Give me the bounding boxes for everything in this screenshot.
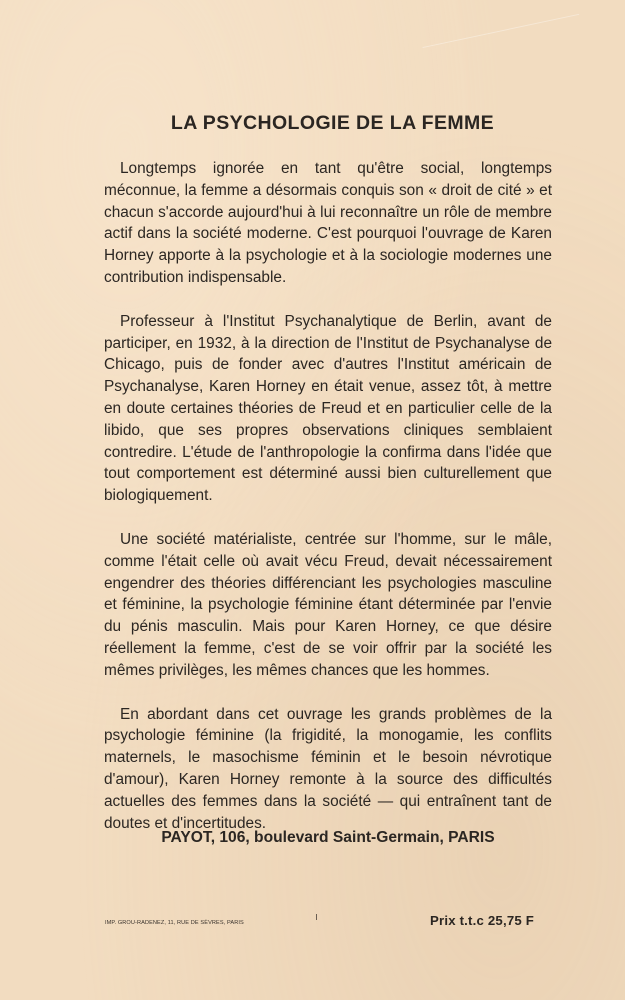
- center-tick-mark: [316, 914, 317, 920]
- blurb: [104, 158, 552, 856]
- paper-crease: [422, 14, 587, 87]
- publisher-address: PAYOT, 106, boulevard Saint-Germain, PARIS: [161, 829, 495, 846]
- price-label: Prix t.t.c 25,75 F: [430, 913, 535, 928]
- blurb-paragraph-2: Professeur à l'Institut Psychanalytique de Berlin, avant de participer, en 1932, à la direction de l'Institut de Psychanalyse de Chicago, puis de fonder avec d'autres l'Institut américain de Psychanalyse, Karen Horney en était venue, assez tôt, à mettre en doute certaines théories de Freud et en particulier celle de la libido, que ses propres observations cliniques semblaient contredire. L'étude de l'anthropologie la confirma dans l'idée que tout comportement est déterminé aussi bien culturellement que biologiquement.: [104, 312, 552, 505]
- book-title: LA PSYCHOLOGIE DE LA FEMME: [170, 112, 495, 134]
- blurb-paragraph-3: Une société matérialiste, centrée sur l'homme, sur le mâle, comme l'était celle où avait vécu Freud, devait nécessairement engendrer des théories différenciant les psychologies masculine et féminine, la psychologie féminine étant déterminée par l'envie du pénis masculin. Mais pour Karen Horney, ce que désire réellement la femme, c'est de se voir offrir par la société les mêmes privilèges, les mêmes chances que les hommes.: [104, 530, 552, 679]
- printer-imprint: IMP. GROU-RADENEZ, 11, RUE DE SÈVRES, PARIS: [105, 920, 244, 926]
- blurb-paragraph-4: En abordant dans cet ouvrage les grands problèmes de la psychologie féminine (la frigidité, la monogamie, les conflits maternels, le masochisme féminin et le besoin névrotique d'amour), Karen Horney remonte à la source des difficultés actuelles des femmes dans la société — qui entraînent tant de doutes et d'incertitudes.: [104, 705, 552, 832]
- blurb-paragraph-1: Longtemps ignorée en tant qu'être social, longtemps méconnue, la femme a désormais conquis son « droit de cité » et chacun s'accorde aujourd'hui à lui reconnaître un rôle de membre actif dans la société moderne. C'est pourquoi l'ouvrage de Karen Horney apporte à la psychologie et à la sociologie modernes une contribution indispensable.: [104, 160, 552, 286]
